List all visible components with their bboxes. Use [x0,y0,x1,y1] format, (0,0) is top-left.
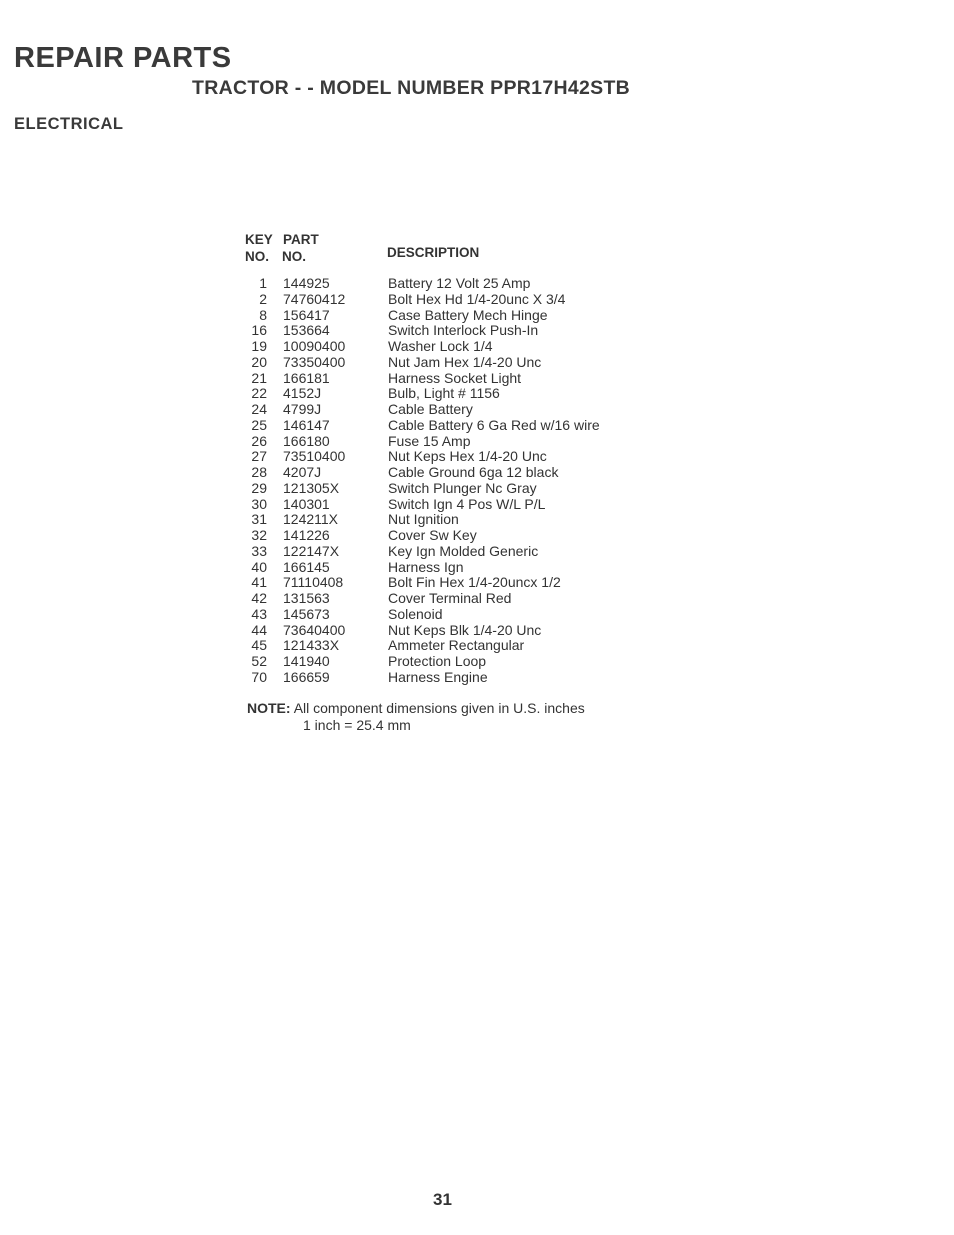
part-description: Harness Ign [388,558,464,575]
list-item [230,638,650,654]
key-number: 44 [251,621,267,638]
key-number: 28 [251,464,267,480]
part-number: 122147X [283,542,340,559]
list-item [230,465,650,481]
part-description: Bulb, Light # 1156 [388,385,500,402]
part-number: 131563 [283,590,330,606]
key-number: 2 [259,290,267,307]
list-item [230,418,650,434]
part-no-header-line1: PART [283,232,319,247]
note-label: NOTE: [247,700,291,716]
key-number: 40 [251,558,267,575]
part-description: Nut Keps Blk 1/4-20 Unc [388,621,542,638]
part-description: Switch Interlock Push-In [388,322,539,339]
list-item [230,386,650,402]
page-number: 31 [433,1190,452,1209]
part-description: Cover Sw Key [388,527,477,543]
part-description: Cable Battery [388,401,473,417]
part-number: 121305X [283,479,340,496]
list-item [230,371,650,387]
part-number: 141940 [283,653,330,669]
key-no-header-line2: NO. [245,249,270,264]
part-description: Nut Ignition [388,511,459,528]
part-description: Cable Battery 6 Ga Red w/16 wire [388,416,600,433]
part-description: Nut Keps Hex 1/4-20 Unc [388,448,547,465]
part-description: Switch Ign 4 Pos W/L P/L [388,495,546,512]
part-description: Harness Socket Light [388,369,522,386]
part-description: Fuse 15 Amp [388,432,471,449]
part-number: 4152J [283,385,322,402]
key-number: 52 [251,653,267,669]
list-item [230,308,650,324]
list-item [230,434,650,450]
list-item [230,339,650,355]
key-number: 8 [259,306,267,323]
list-item [230,276,650,292]
section-title: ELECTRICAL [14,115,124,133]
part-number: 71110408 [283,574,344,591]
part-number: 4799J [283,401,322,417]
list-item [230,497,650,513]
page-title: REPAIR PARTS [14,42,232,74]
part-number: 140301 [283,495,330,512]
list-item [230,292,650,308]
list-item [230,591,650,607]
part-description: Washer Lock 1/4 [388,338,493,354]
key-number: 21 [251,369,267,386]
key-number: 70 [251,668,267,685]
part-number: 73510400 [283,448,346,465]
key-number: 16 [251,322,267,339]
part-description: Bolt Hex Hd 1/4-20unc X 3/4 [388,290,566,307]
list-item [230,323,650,339]
part-number: 153664 [283,322,330,339]
key-no-header-line1: KEY [245,232,273,247]
part-description: Solenoid [388,605,443,622]
list-item [230,512,650,528]
description-header: DESCRIPTION [387,245,480,260]
part-number: 4207J [283,464,322,480]
key-number: 1 [259,275,267,291]
part-number: 144925 [283,275,330,291]
part-number: 156417 [283,306,330,323]
list-item [230,544,650,560]
model-title: TRACTOR - - MODEL NUMBER PPR17H42STB [192,77,631,99]
list-item [230,623,650,639]
part-description: Battery 12 Volt 25 Amp [388,275,531,291]
part-number: 74760412 [283,290,346,307]
part-number: 166181 [283,369,330,386]
key-number: 31 [251,511,267,528]
part-description: Bolt Fin Hex 1/4-20uncx 1/2 [388,574,561,591]
key-number: 20 [251,353,267,370]
key-number: 41 [251,574,267,591]
list-item [230,654,650,670]
part-number: 73350400 [283,353,346,370]
part-number: 146147 [283,416,330,433]
part-description: Protection Loop [388,653,487,669]
list-item [230,575,650,591]
key-number: 22 [251,385,267,402]
part-number: 166145 [283,558,330,575]
key-number: 27 [251,448,267,465]
note-text: All component dimensions given in U.S. inches [293,700,585,716]
list-item [230,402,650,418]
key-number: 25 [251,416,267,433]
part-number: 121433X [283,637,340,654]
part-description: Case Battery Mech Hinge [388,306,548,323]
part-description: Switch Plunger Nc Gray [388,479,537,496]
key-number: 30 [251,495,267,512]
part-number: 10090400 [283,338,346,354]
part-number: 73640400 [283,621,346,638]
part-description: Harness Engine [388,668,488,685]
note-conversion: 1 inch = 25.4 mm [303,717,411,733]
list-item [230,670,650,686]
note [247,700,585,734]
part-description: Nut Jam Hex 1/4-20 Unc [388,353,542,370]
part-number: 166180 [283,432,330,449]
part-number: 124211X [283,511,339,528]
key-number: 26 [251,432,267,449]
list-item [230,355,650,371]
part-number: 141226 [283,527,330,543]
key-number: 24 [251,401,267,417]
key-number: 42 [251,590,267,606]
key-number: 45 [251,637,267,654]
part-description: Cover Terminal Red [388,590,512,606]
list-item [230,449,650,465]
part-no-header-line2: NO. [282,249,307,264]
list-item [230,528,650,544]
key-number: 29 [251,479,267,496]
part-description: Ammeter Rectangular [388,637,525,654]
part-description: Cable Ground 6ga 12 black [388,464,559,480]
list-item [230,607,650,623]
key-number: 33 [251,542,267,559]
list-item [230,560,650,576]
key-number: 19 [251,338,267,354]
key-number: 43 [251,605,267,622]
key-number: 32 [251,527,267,543]
part-number: 145673 [283,605,330,622]
list-item [230,481,650,497]
part-number: 166659 [283,668,330,685]
part-description: Key Ign Molded Generic [388,542,539,559]
parts-list [230,276,650,686]
